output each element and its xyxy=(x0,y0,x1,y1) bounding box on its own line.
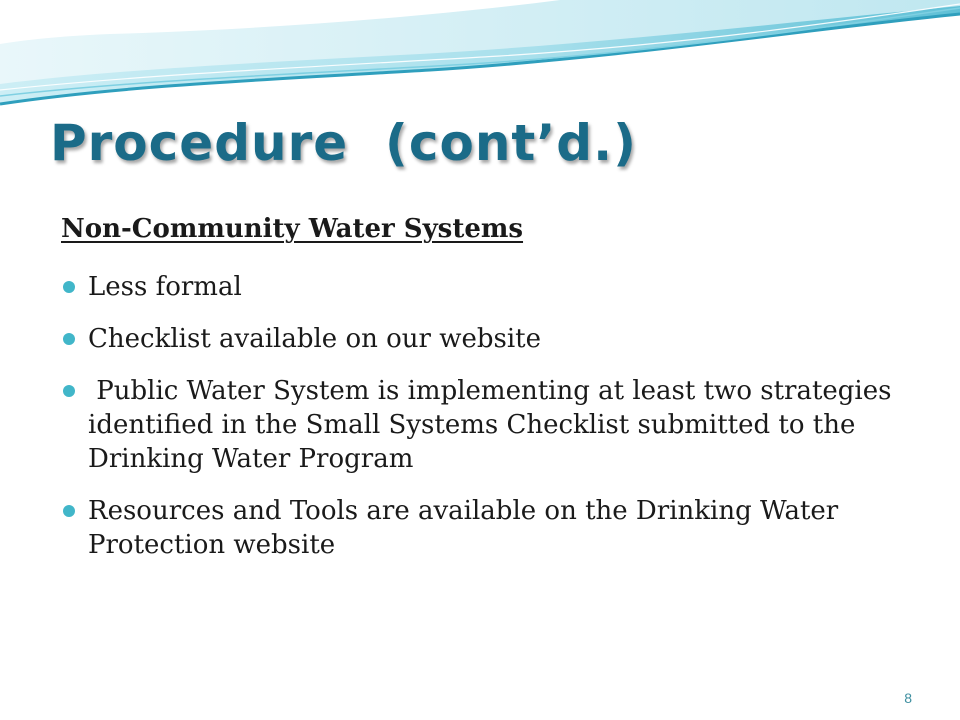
bullet-icon xyxy=(63,281,75,293)
bullet-text: Resources and Tools are available on the Drinking Water Protection website xyxy=(88,496,839,560)
bullet-icon xyxy=(63,385,75,397)
slide-subtitle: Non-Community Water Systems xyxy=(61,214,524,244)
bullet-item xyxy=(61,322,911,356)
bullet-item xyxy=(61,374,911,476)
bullet-icon xyxy=(63,505,75,517)
bullet-icon xyxy=(63,333,75,345)
bullet-item xyxy=(61,494,911,562)
slide-number: 8 xyxy=(904,690,912,706)
bullet-text: Checklist available on our website xyxy=(88,324,541,354)
wave-header-decoration xyxy=(0,0,960,120)
bullet-item xyxy=(61,270,911,304)
bullet-text: Public Water System is implementing at least two strategies identified in the Small Systems Checklist submitted to the Drinking Water Program xyxy=(88,376,900,474)
slide-title: Procedure (cont’d.) xyxy=(50,114,637,172)
bullet-text: Less formal xyxy=(88,272,242,302)
bullet-list xyxy=(61,270,911,580)
